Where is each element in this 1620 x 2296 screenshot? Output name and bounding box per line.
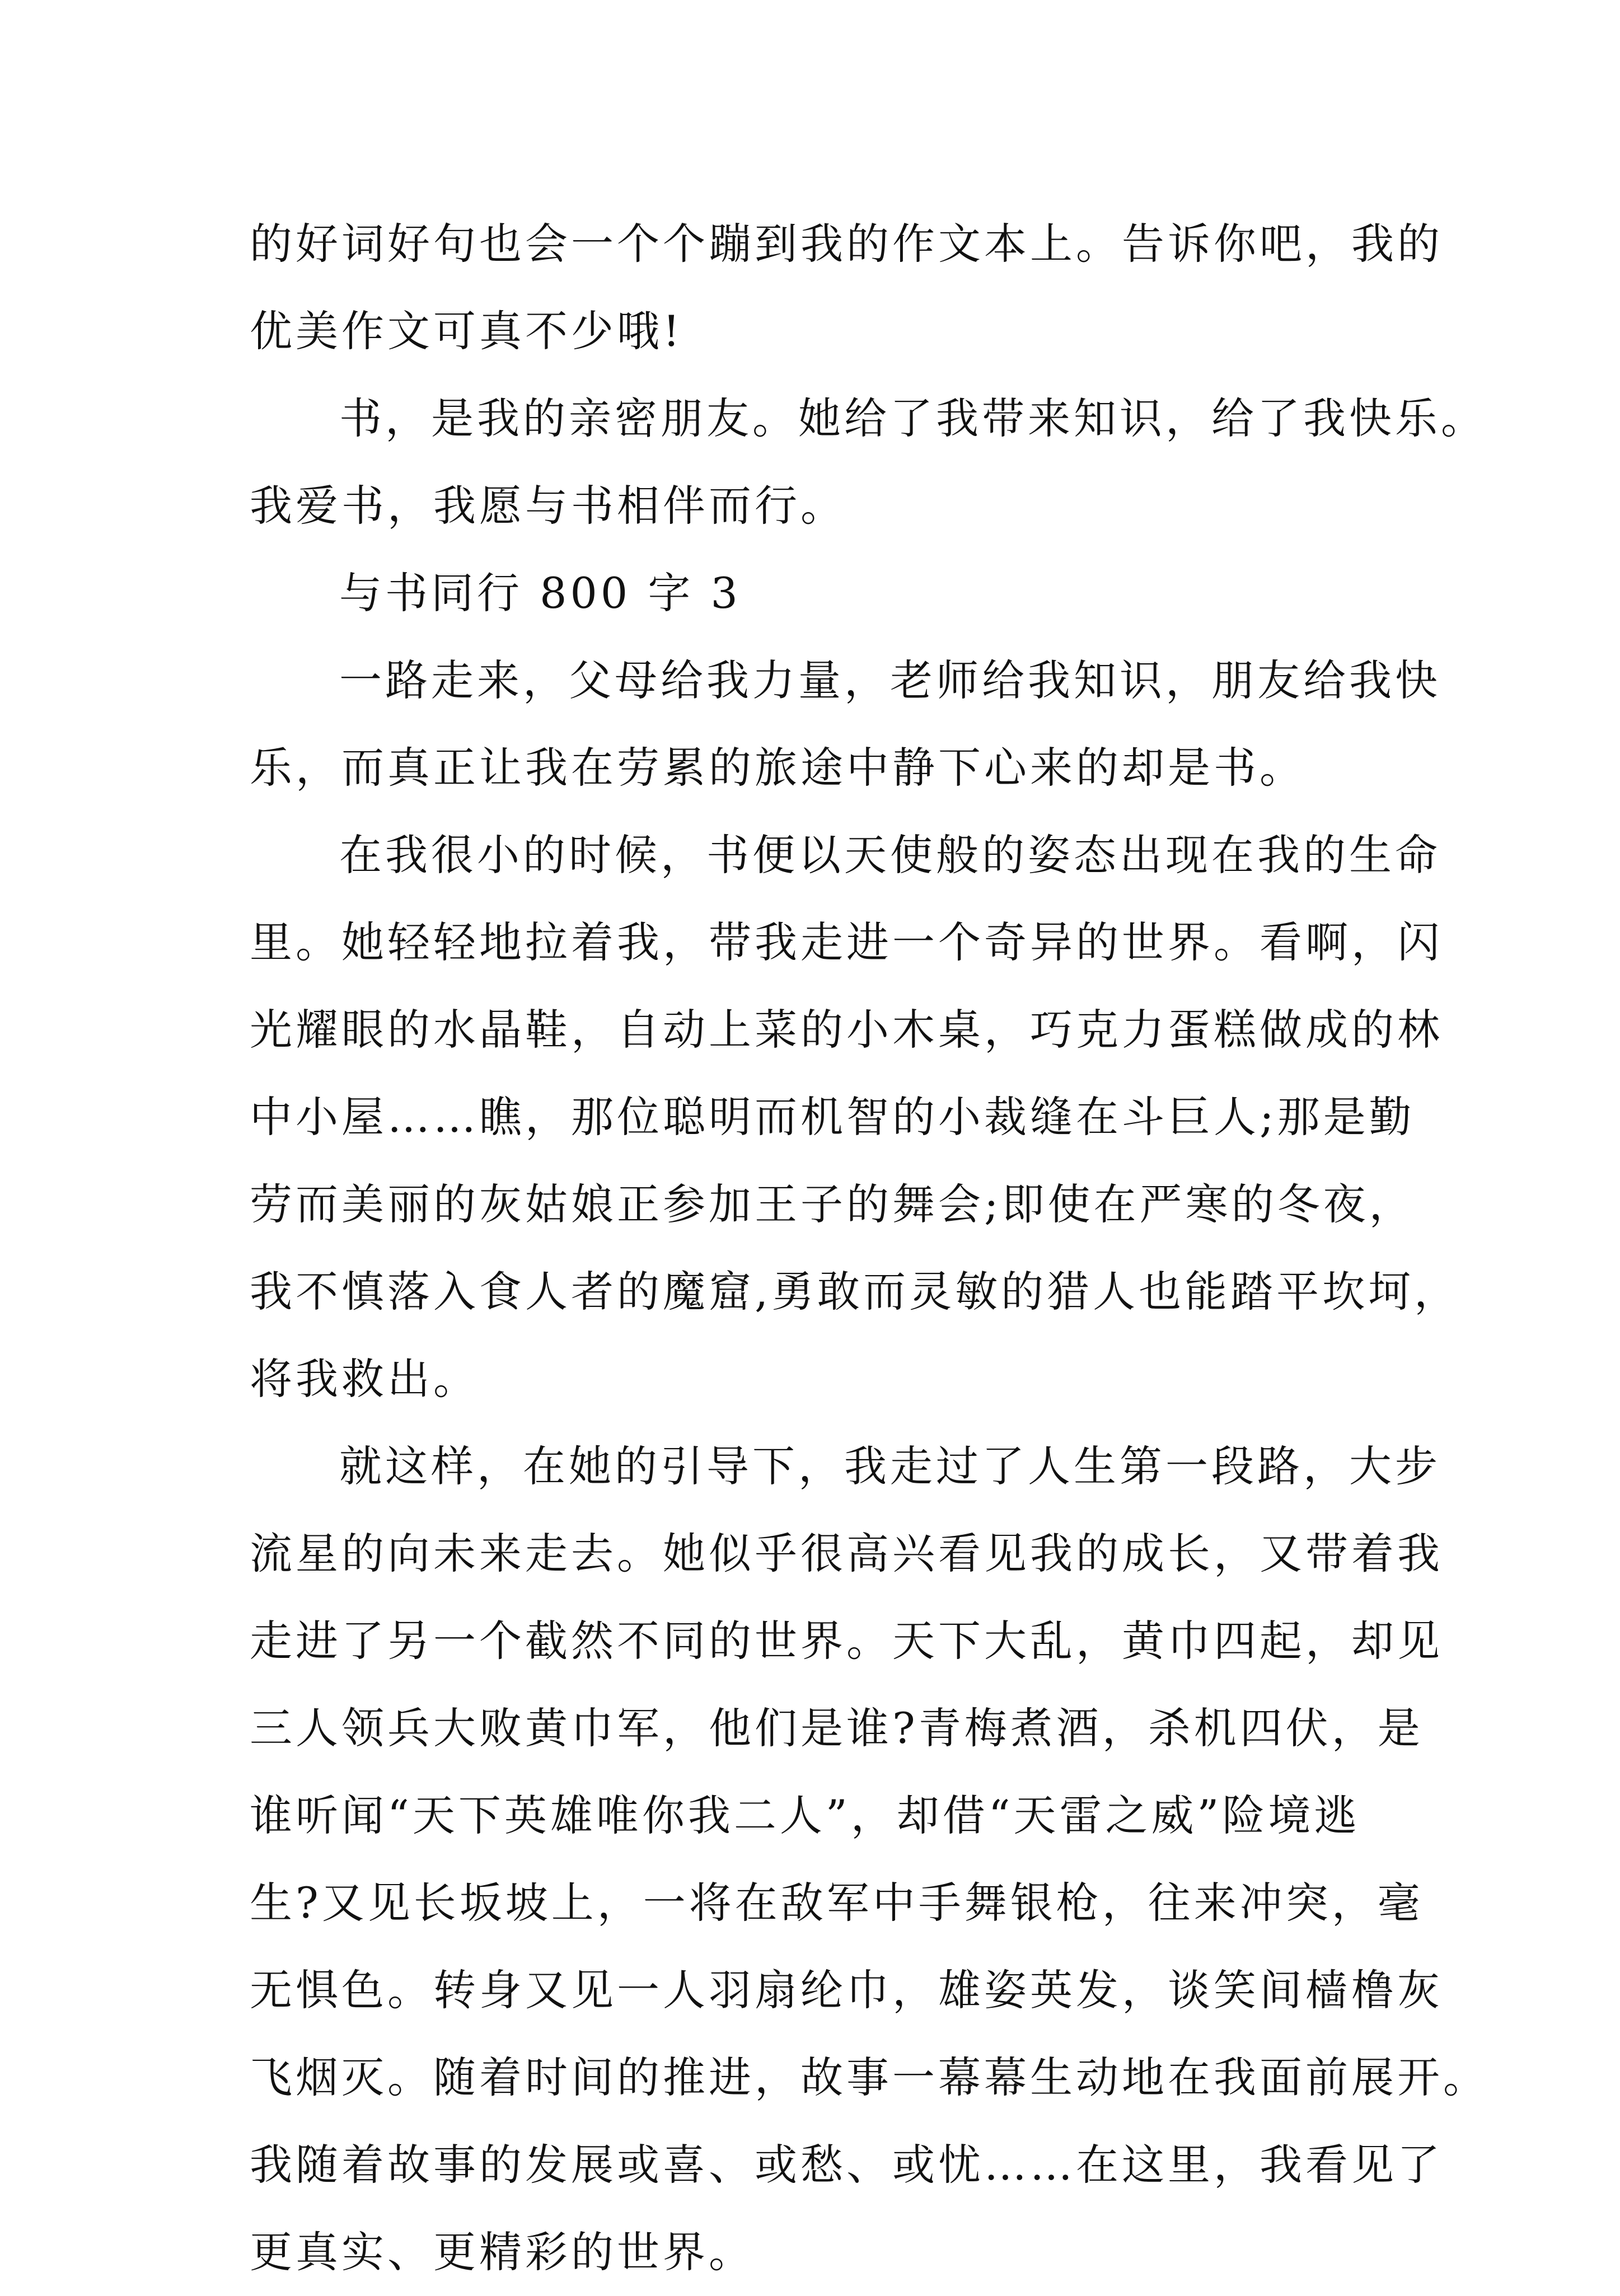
text-line: 优美作文可真不少哦! (250, 306, 683, 356)
section-heading (250, 550, 1380, 637)
paragraph-continuation (250, 200, 1443, 375)
text-line: 三人领兵大败黄巾军，他们是谁?青梅煮酒，杀机四伏，是 (250, 1703, 1424, 1753)
text-line: 书，是我的亲密朋友。她给了我带来知识，给了我快乐。 (339, 393, 1487, 443)
text-line: 就这样，在她的引导下，我走过了人生第一段路，大步 (339, 1441, 1441, 1491)
text-line: 我随着故事的发展或喜、或愁、或忧……在这里，我看见了 (250, 2140, 1443, 2190)
text-line: 里。她轻轻地拉着我，带我走进一个奇异的世界。看啊，闪 (250, 917, 1443, 967)
text-line: 将我救出。 (250, 1354, 479, 1404)
text-line: 乐，而真正让我在劳累的旅途中静下心来的却是书。 (250, 743, 1305, 793)
text-line: 生?又见长坂坡上，一将在敌军中手舞银枪，往来冲突，毫 (250, 1878, 1424, 1928)
text-line: 流星的向未来走去。她似乎很高兴看见我的成长，又带着我 (250, 1529, 1443, 1578)
text-line: 我爱书，我愿与书相伴而行。 (250, 481, 846, 531)
text-line: 在我很小的时候，书便以天使般的姿态出现在我的生命 (339, 830, 1441, 880)
text-line: 谁听闻“天下英雄唯你我二人”，却借“天雷之威”险境逃 (250, 1791, 1360, 1840)
text-line: 无惧色。转身又见一人羽扇纶巾，雄姿英发，谈笑间樯橹灰 (250, 1965, 1443, 2015)
text-line: 中小屋……瞧，那位聪明而机智的小裁缝在斗巨人;那是勤 (250, 1092, 1415, 1142)
text-line: 一路走来，父母给我力量，老师给我知识，朋友给我快 (339, 655, 1441, 705)
document-body (250, 200, 1489, 2296)
paragraph-childhood (250, 812, 1460, 1423)
text-line: 更真实、更精彩的世界。 (250, 2227, 755, 2277)
section-title: 与书同行 800 字 3 (339, 568, 741, 618)
text-line: 的好词好句也会一个个蹦到我的作文本上。告诉你吧，我的 (250, 219, 1443, 269)
paragraph-growth (250, 1423, 1489, 2296)
text-line: 飞烟灭。随着时间的推进，故事一幕幕生动地在我面前展开。 (250, 2053, 1489, 2102)
text-line: 劳而美丽的灰姑娘正参加王子的舞会;即使在严寒的冬夜， (250, 1179, 1415, 1229)
text-line: 光耀眼的水晶鞋，自动上菜的小木桌，巧克力蛋糕做成的林 (250, 1005, 1443, 1055)
paragraph-book-friend (250, 375, 1487, 550)
text-line: 我不慎落入食人者的魔窟,勇敢而灵敏的猎人也能踏平坎坷， (250, 1267, 1460, 1316)
text-line: 走进了另一个截然不同的世界。天下大乱，黄巾四起，却见 (250, 1616, 1443, 1666)
paragraph-intro (250, 637, 1441, 812)
